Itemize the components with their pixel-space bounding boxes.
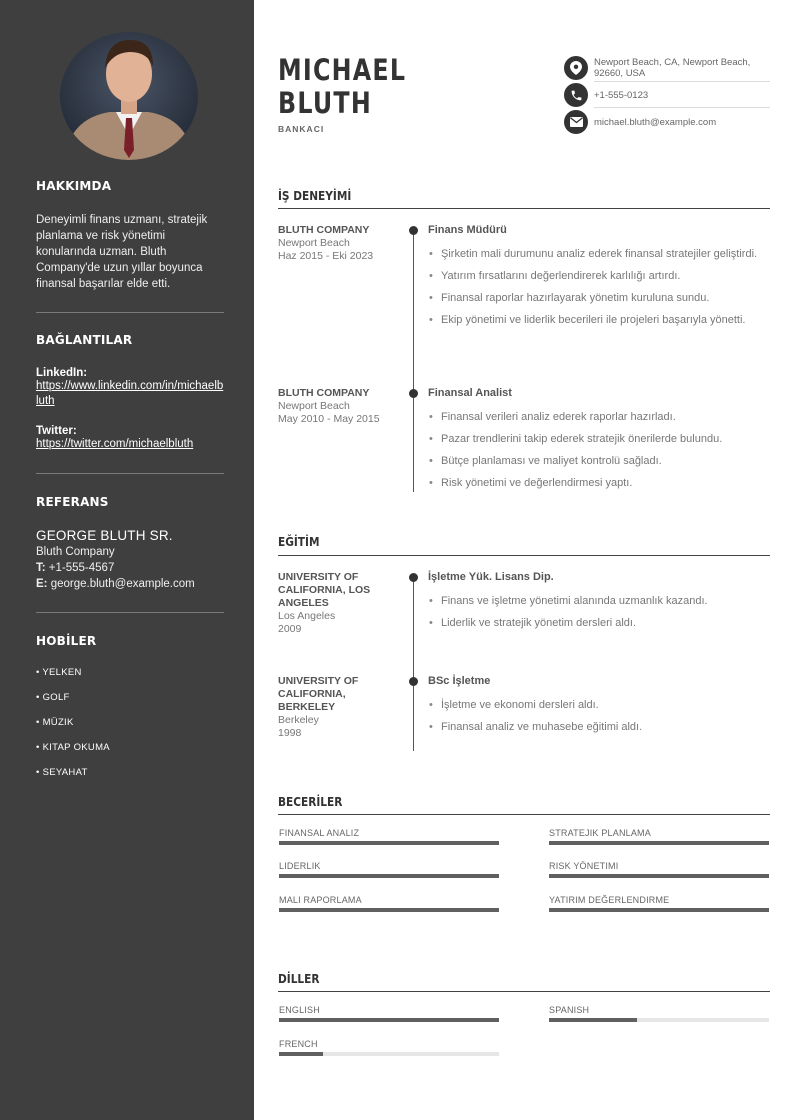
skill-bar-fill xyxy=(549,908,769,912)
first-name: MICHAEL xyxy=(278,53,407,87)
skill-bar-fill xyxy=(279,841,499,845)
job-dates: Haz 2015 - Eki 2023 xyxy=(278,250,374,262)
hobby-item: • YELKEN xyxy=(36,667,82,678)
address-text: Newport Beach, CA, Newport Beach, 92660, USA xyxy=(594,57,751,79)
reference-phone-label: T: xyxy=(36,562,46,574)
school-location: Los Angeles xyxy=(278,610,336,622)
list-item: • İşletme ve ekonomi dersleri aldı. xyxy=(428,698,758,713)
skill-item xyxy=(279,828,499,845)
degree-bullets xyxy=(428,594,758,638)
skill-bar-fill xyxy=(549,841,769,845)
skill-item xyxy=(279,895,499,912)
degree-name: İşletme Yük. Lisans Dip. xyxy=(428,571,554,583)
linkedin-label: LinkedIn: xyxy=(36,367,88,379)
contact-divider xyxy=(594,107,770,108)
language-name: ENGLISH xyxy=(279,1005,320,1015)
degree-name: BSc İşletme xyxy=(428,675,491,687)
school-meta xyxy=(278,571,393,636)
section-rule xyxy=(278,208,770,209)
timeline-dot xyxy=(409,389,418,398)
linkedin-link[interactable]: https://www.linkedin.com/in/michaelbluth xyxy=(36,380,224,407)
list-item: • Finans ve işletme yönetimi alanında uzmanlık kazandı. xyxy=(428,594,758,609)
school-meta xyxy=(278,675,383,740)
reference-company: Bluth Company xyxy=(36,546,115,558)
job-bullets xyxy=(428,410,758,498)
hobby-item: • SEYAHAT xyxy=(36,767,88,778)
list-item: • Finansal verileri analiz ederek raporlar hazırladı. xyxy=(428,410,758,425)
school-year: 1998 xyxy=(278,727,302,739)
language-bar xyxy=(549,1018,769,1022)
reference-name: GEORGE BLUTH SR. xyxy=(36,528,173,543)
contact-email xyxy=(564,110,770,134)
job-company: BLUTH COMPANY xyxy=(278,224,370,236)
skill-name: LIDERLIK xyxy=(279,861,321,871)
language-item xyxy=(279,1005,499,1022)
hobby-item: • GOLF xyxy=(36,692,70,703)
school-name: UNIVERSITY OF CALIFORNIA, LOS ANGELES xyxy=(278,571,371,609)
hobby-item: • KITAP OKUMA xyxy=(36,742,110,753)
job-bullets xyxy=(428,247,758,335)
skill-bar-fill xyxy=(279,874,499,878)
profile-photo xyxy=(60,32,198,160)
skill-item xyxy=(549,828,769,845)
skill-item xyxy=(549,861,769,878)
sidebar-divider xyxy=(36,312,224,313)
list-item: • Bütçe planlaması ve maliyet kontrolü sağladı. xyxy=(428,454,758,469)
last-name: BLUTH xyxy=(278,86,373,120)
skill-bar xyxy=(549,908,769,912)
envelope-icon xyxy=(564,110,588,134)
skill-bar xyxy=(279,841,499,845)
skill-item xyxy=(549,895,769,912)
job-role: Finansal Analist xyxy=(428,387,512,399)
timeline-dot xyxy=(409,573,418,582)
degree-bullets xyxy=(428,698,758,742)
language-name: SPANISH xyxy=(549,1005,590,1015)
job-role: Finans Müdürü xyxy=(428,224,507,236)
twitter-label: Twitter: xyxy=(36,425,77,437)
job-meta xyxy=(278,224,398,263)
school-location: Berkeley xyxy=(278,714,319,726)
phone-text: +1-555-0123 xyxy=(594,89,649,101)
school-name: UNIVERSITY OF CALIFORNIA, BERKELEY xyxy=(278,675,359,713)
list-item: • Şirketin mali durumunu analiz ederek finansal stratejiler geliştirdi. xyxy=(428,247,758,262)
reference-heading: REFERANS xyxy=(36,495,109,509)
skill-bar xyxy=(279,908,499,912)
skill-bar-fill xyxy=(279,908,499,912)
education-heading: EĞİTİM xyxy=(278,535,320,549)
skill-name: MALI RAPORLAMA xyxy=(279,895,362,905)
language-bar xyxy=(279,1052,499,1056)
section-rule xyxy=(278,991,770,992)
school-year: 2009 xyxy=(278,623,302,635)
language-item xyxy=(549,1005,769,1022)
job-dates: May 2010 - May 2015 xyxy=(278,413,380,425)
list-item: • Finansal raporlar hazırlayarak yönetim kuruluna sundu. xyxy=(428,291,758,306)
language-bar-fill xyxy=(279,1052,323,1056)
language-bar-fill xyxy=(279,1018,499,1022)
language-name: FRENCH xyxy=(279,1039,318,1049)
job-company: BLUTH COMPANY xyxy=(278,387,370,399)
skill-bar xyxy=(549,841,769,845)
sidebar-divider xyxy=(36,612,224,613)
email-text: michael.bluth@example.com xyxy=(594,116,717,128)
list-item: • Ekip yönetimi ve liderlik becerileri ile projeleri başarıyla yönetti. xyxy=(428,313,758,328)
language-bar-fill xyxy=(549,1018,637,1022)
links-heading: BAĞLANTILAR xyxy=(36,333,133,347)
phone-icon xyxy=(564,83,588,107)
experience-heading: İŞ DENEYİMİ xyxy=(278,189,352,203)
hobbies-heading: HOBİLER xyxy=(36,634,97,648)
about-text: Deneyimli finans uzmanı, stratejik planlama ve risk yönetimi konularında uzman. Bluth Company'de uzun yıllar boyunca finansal başarılar elde etti. xyxy=(36,214,208,290)
list-item: • Pazar trendlerini takip ederek stratejik önerilerde bulundu. xyxy=(428,432,758,447)
list-item: • Finansal analiz ve muhasebe eğitimi aldı. xyxy=(428,720,758,735)
candidate-name xyxy=(278,54,406,120)
job-location: Newport Beach xyxy=(278,400,350,412)
timeline-line xyxy=(413,576,414,751)
hobby-item: • MÜZIK xyxy=(36,717,74,728)
language-bar xyxy=(279,1018,499,1022)
job-meta xyxy=(278,387,398,426)
section-rule xyxy=(278,814,770,815)
list-item: • Risk yönetimi ve değerlendirmesi yaptı. xyxy=(428,476,758,491)
contact-divider xyxy=(594,81,770,82)
skill-name: RISK YÖNETIMI xyxy=(549,861,619,871)
section-rule xyxy=(278,555,770,556)
twitter-link[interactable]: https://twitter.com/michaelbluth xyxy=(36,438,194,450)
location-pin-icon xyxy=(564,56,588,80)
languages-heading: DİLLER xyxy=(278,972,320,986)
sidebar xyxy=(0,0,254,1120)
sidebar-divider xyxy=(36,473,224,474)
skill-name: YATIRIM DEĞERLENDIRME xyxy=(549,895,670,905)
skill-bar-fill xyxy=(549,874,769,878)
skill-bar xyxy=(549,874,769,878)
reference-phone: +1-555-4567 xyxy=(48,562,115,574)
skill-item xyxy=(279,861,499,878)
contact-address xyxy=(564,56,770,80)
skill-name: FINANSAL ANALIZ xyxy=(279,828,360,838)
list-item: • Yatırım fırsatlarını değerlendirerek karlılığı artırdı. xyxy=(428,269,758,284)
language-item xyxy=(279,1039,499,1056)
contact-phone xyxy=(564,83,770,107)
skills-heading: BECERİLER xyxy=(278,795,343,809)
skill-bar xyxy=(279,874,499,878)
reference-email-label: E: xyxy=(36,578,48,590)
timeline-dot xyxy=(409,226,418,235)
about-heading: HAKKIMDA xyxy=(36,179,112,193)
list-item: • Liderlik ve stratejik yönetim dersleri aldı. xyxy=(428,616,758,631)
skill-name: STRATEJIK PLANLAMA xyxy=(549,828,651,838)
reference-email: george.bluth@example.com xyxy=(50,578,195,590)
timeline-dot xyxy=(409,677,418,686)
job-location: Newport Beach xyxy=(278,237,350,249)
job-title: BANKACI xyxy=(278,124,325,134)
timeline-line xyxy=(413,230,414,492)
